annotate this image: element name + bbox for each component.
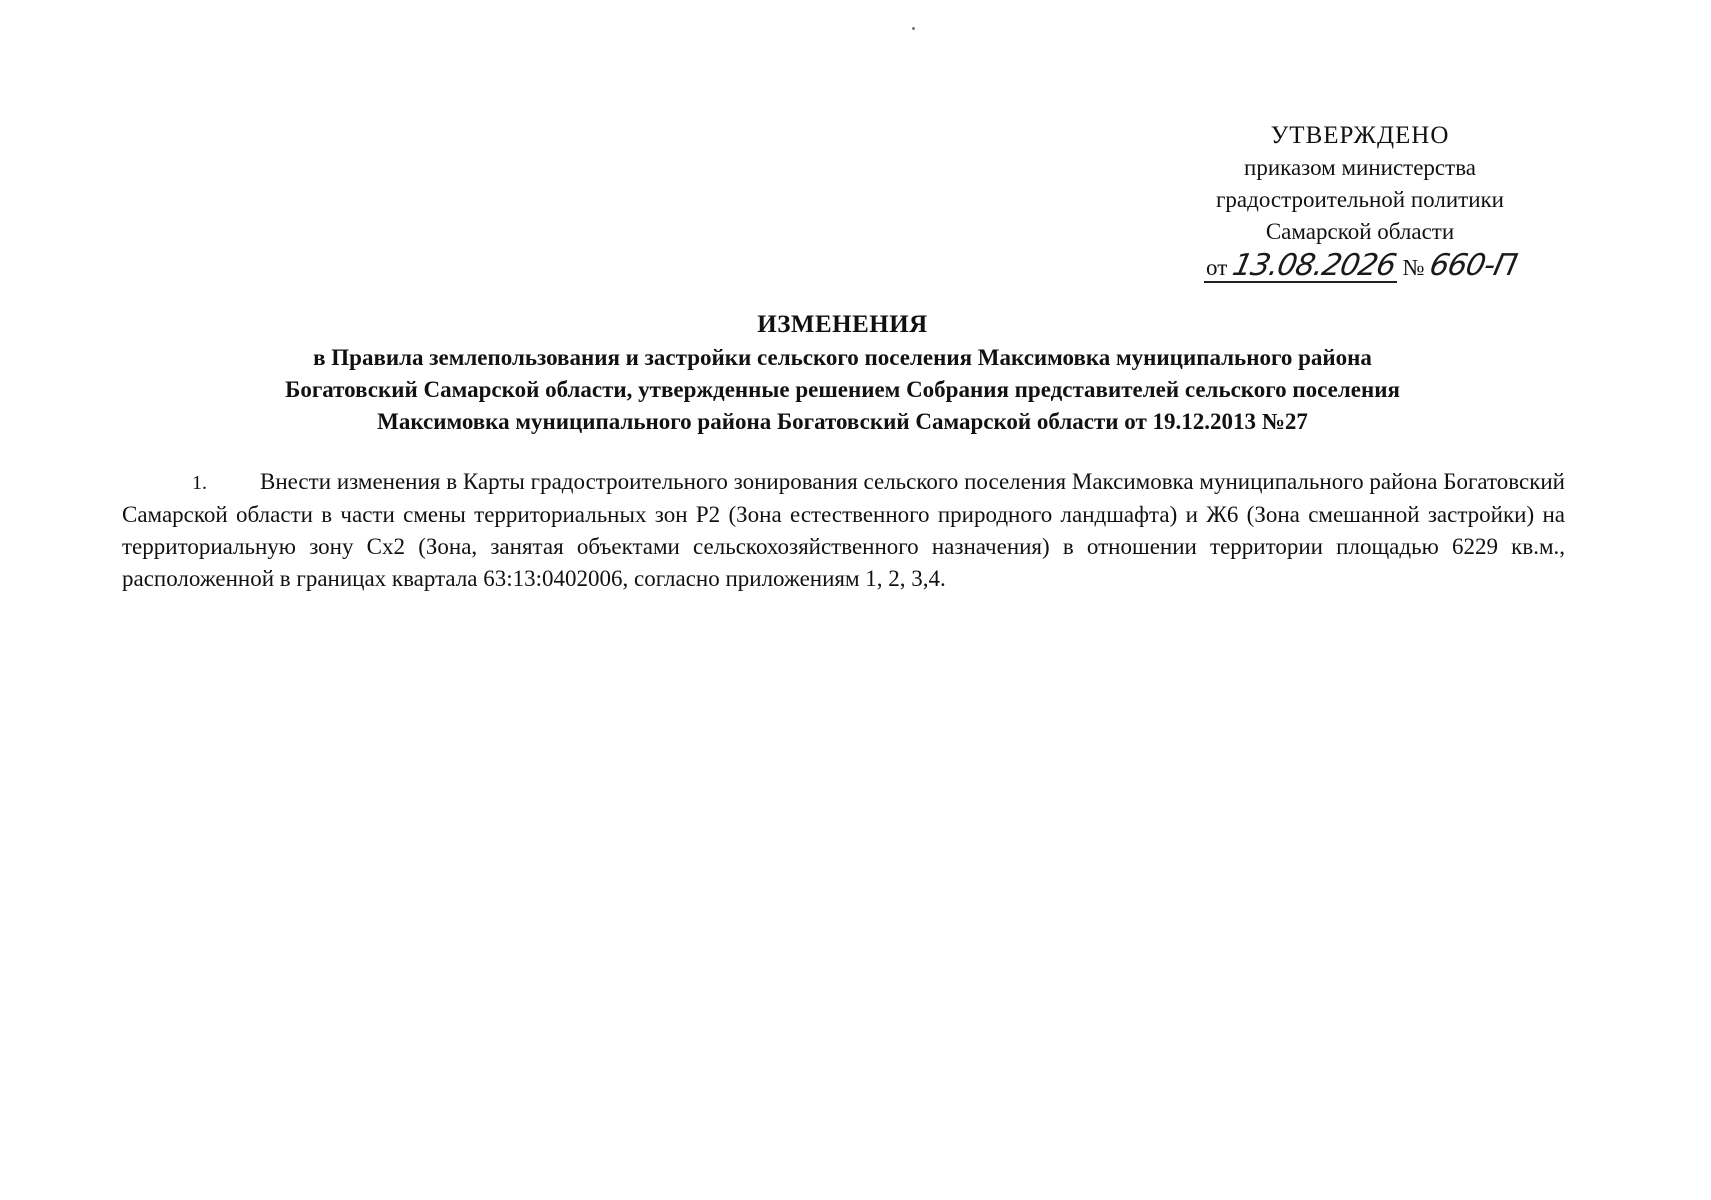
order-line — [1150, 250, 1570, 284]
approval-line-ministry: приказом министерства — [1244, 155, 1476, 180]
approved-label: УТВЕРЖДЕНО — [1270, 122, 1450, 149]
scan-speck — [912, 27, 915, 30]
item-number: 1. — [192, 472, 207, 494]
order-number-handwritten: 660-П — [1426, 248, 1520, 283]
order-date-prefix: от — [1206, 255, 1228, 280]
order-number-sign: № — [1402, 255, 1425, 280]
document-subtitle-line-3: Максимовка муниципального района Богатовский Самарской области от 19.12.2013 №27 — [377, 409, 1308, 434]
body-paragraph-1 — [122, 466, 1565, 595]
item-text: Внести изменения в Карты градостроительного зонирования сельского поселения Максимовка муниципального района Богатовский Самарской области в части смены территориальных зон Р2 (Зона естественного природного ландшафта) и Ж6 (Зона смешанной застройки) на территориальную зону Сх2 (Зона, занятая объектами сельскохозяйственного назначения) в отношении территории площадью 6229 кв.м., расположенной в границах квартала 63:13:0402006, согласно приложениям 1, 2, 3,4. — [122, 469, 1565, 591]
document-subtitle-line-2: Богатовский Самарской области, утвержденные решением Собрания представителей сельского поселения — [285, 377, 1400, 402]
document-heading: ИЗМЕНЕНИЯ — [757, 311, 928, 338]
approval-line-policy: градостроительной политики — [1216, 187, 1504, 212]
order-date-underlined — [1204, 248, 1399, 283]
approval-stamp-block — [1150, 120, 1570, 284]
order-date-handwritten: 13.08.2026 — [1229, 248, 1399, 283]
document-title-block — [120, 308, 1565, 438]
approval-line-region: Самарской области — [1265, 219, 1455, 244]
document-subtitle-line-1: в Правила землепользования и застройки сельского поселения Максимовка муниципального района — [313, 345, 1372, 370]
